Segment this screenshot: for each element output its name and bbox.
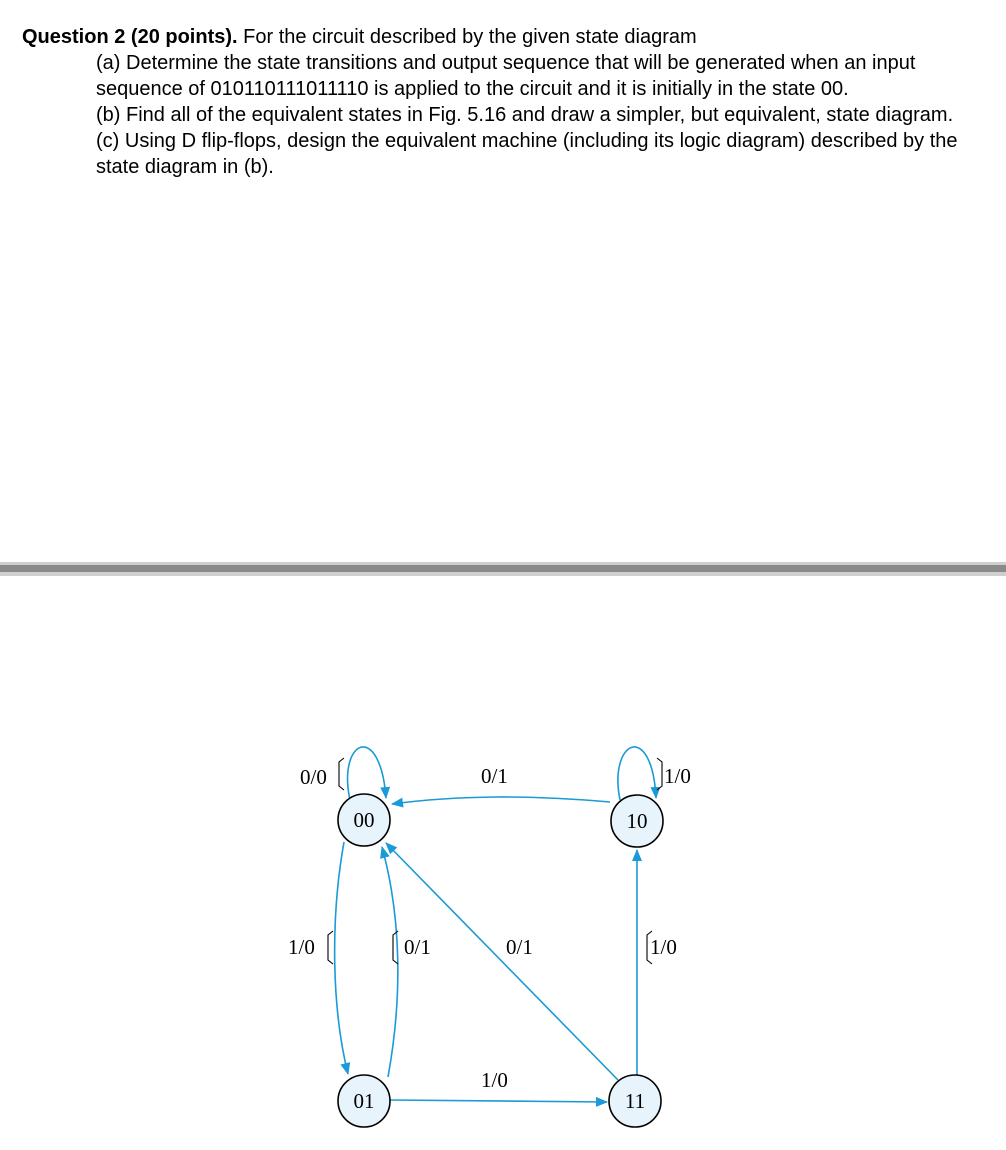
label-10-self: 1/0 [664,764,691,788]
question-heading [22,24,982,50]
label-01-to-11: 1/0 [481,1068,508,1092]
edge-11-to-00 [386,843,618,1080]
label-10-to-00: 0/1 [481,764,508,788]
state-10-node [611,795,663,847]
label-bracket [657,758,662,790]
edge-10-self-loop [618,747,656,800]
part-a-text: (a) Determine the state transitions and output sequence that will be generated when an input sequence of 010110111011110 is applied to the circuit and it is initially in the state 00. [96,52,916,100]
state-11-node [609,1075,661,1127]
label-00-to-01: 1/0 [288,935,315,959]
label-11-to-10: 1/0 [650,935,677,959]
label-00-self: 0/0 [300,765,327,789]
edge-00-to-01 [335,842,348,1074]
state-11-label: 11 [624,1089,646,1113]
label-bracket [339,758,344,790]
state-01-node [338,1075,390,1127]
state-diagram [0,580,1006,1150]
edge-01-to-11 [390,1100,607,1102]
label-bracket [328,931,333,964]
question-parts [96,50,982,180]
part-c-text: (c) Using D flip-flops, design the equivalent machine (including its logic diagram) described by the state diagram in (b). [96,130,958,178]
edge-10-to-00 [392,797,610,804]
state-01-label: 01 [353,1089,375,1113]
label-01-to-00: 0/1 [404,935,431,959]
edge-00-self-loop [348,747,386,800]
state-00-label: 00 [353,808,375,832]
state-10-label: 10 [626,809,648,833]
state-00-node [338,794,390,846]
section-divider [0,562,1006,576]
question-title: Question 2 (20 points). [22,26,238,48]
label-11-to-00: 0/1 [506,935,533,959]
question-intro: For the circuit described by the given state diagram [237,26,697,48]
part-b-text: (b) Find all of the equivalent states in Fig. 5.16 and draw a simpler, but equivalent, state diagram. [96,104,954,126]
question-block [22,24,982,180]
